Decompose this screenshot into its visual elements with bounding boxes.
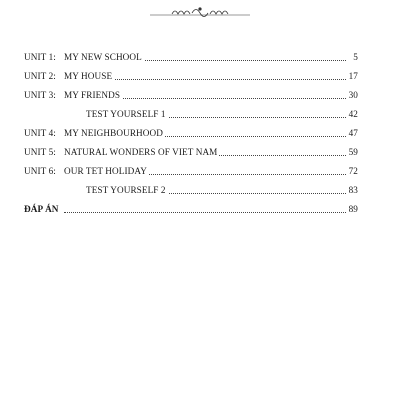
decorative-flourish-icon — [150, 4, 250, 18]
toc-entry-unit-2[interactable] — [24, 67, 358, 86]
entry-title: MY NEW SCHOOL — [64, 48, 144, 67]
unit-label: UNIT 1: — [24, 52, 56, 62]
toc-entry-test-yourself-1[interactable] — [24, 105, 358, 124]
unit-label: UNIT 2: — [24, 71, 56, 81]
entry-title: TEST YOURSELF 1 — [86, 105, 168, 124]
page-number: 5 — [351, 48, 358, 67]
entry-title: TEST YOURSELF 2 — [86, 181, 168, 200]
page-number: 89 — [347, 200, 358, 219]
page-number: 72 — [347, 162, 358, 181]
page-number: 59 — [347, 143, 358, 162]
toc-entry-dap-an[interactable] — [24, 200, 358, 219]
entry-title: OUR TET HOLIDAY — [64, 162, 149, 181]
entry-title: MY FRIENDS — [64, 86, 122, 105]
entry-title: NATURAL WONDERS OF VIET NAM — [64, 143, 219, 162]
toc-entry-unit-6[interactable] — [24, 162, 358, 181]
entry-title: MY NEIGHBOURHOOD — [64, 124, 165, 143]
toc-entry-unit-1[interactable] — [24, 48, 358, 67]
page-number: 30 — [347, 86, 358, 105]
toc-entry-unit-3[interactable] — [24, 86, 358, 105]
dot-leader — [64, 212, 346, 213]
unit-label: UNIT 3: — [24, 90, 56, 100]
table-of-contents — [24, 48, 358, 219]
unit-label: UNIT 5: — [24, 147, 56, 157]
unit-label: UNIT 6: — [24, 166, 56, 176]
toc-entry-test-yourself-2[interactable] — [24, 181, 358, 200]
entry-title: ĐÁP ÁN — [24, 200, 61, 219]
page-number: 17 — [347, 67, 358, 86]
page-number: 83 — [347, 181, 358, 200]
entry-title: MY HOUSE — [64, 67, 114, 86]
unit-label: UNIT 4: — [24, 128, 56, 138]
page-number: 42 — [347, 105, 358, 124]
toc-entry-unit-4[interactable] — [24, 124, 358, 143]
page-number: 47 — [347, 124, 358, 143]
toc-entry-unit-5[interactable] — [24, 143, 358, 162]
